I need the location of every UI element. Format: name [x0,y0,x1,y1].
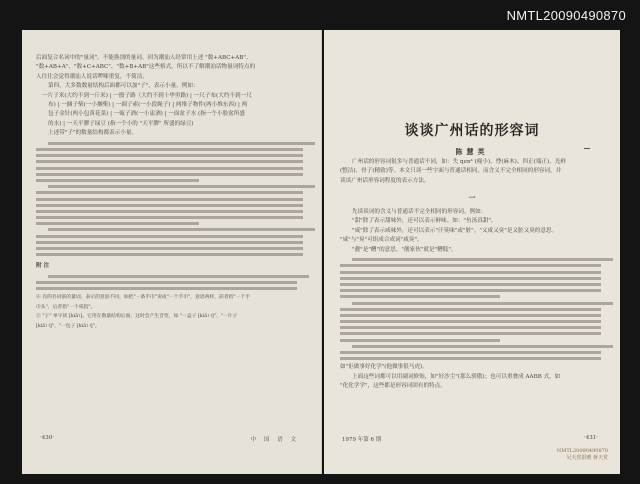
illegible-text-line [352,302,613,305]
text-line: 先谈谈词的含义与普通话不完全相同的形容词。例如： [352,209,487,215]
page-number: ·431· [584,435,598,441]
illegible-text-line [36,222,199,225]
stamp-line: NMTL20090490870 [556,448,608,454]
illegible-text-line [48,228,315,231]
illegible-text-line [36,241,303,244]
illegible-text-line [352,345,613,348]
illegible-text-line [340,289,601,292]
illegible-text-line [36,216,303,219]
text-line: 后面复合名词中的"量词"，不能换别的量词。因为潮汕人经常用上述 "数+ABC+AB"、 [36,55,252,61]
illegible-text-line [340,277,601,280]
text-line: "数+AB+A"、"数+C+ABC"、"数+B+AB"这些格式，所以不了解潮汕话物量词特点的 [36,64,256,71]
illegible-text-line [340,339,500,342]
illegible-text-line [48,142,315,145]
note-line: 巾头"，后者指"一个戒指"。 [36,304,96,310]
journal-name: 中 国 语 文 [250,437,299,443]
illegible-text-line [36,160,303,163]
text-line: 上面这些词都可以用副词修饰，如"好沙尘"(那么骄傲)；也可以重叠成 AABB 式，如 [352,373,561,380]
illegible-text-line [36,253,303,256]
handwritten-archive-stamp [557,448,608,462]
article-intro [340,158,606,186]
article-author: 陈慧英 [455,147,489,156]
text-line: "甜"除了表示甜味外，还可以表示鲜味。如："鱼汤真甜"。 [352,218,497,225]
stamp-line: 吴天赏捐赠 蒋天赏 [566,455,608,461]
text-line: 如"佢做事好化学"(他做事很马虎)。 [340,364,428,371]
illegible-text-line [36,179,199,182]
illegible-text-line [36,287,297,290]
text-line: "靓"是"糟"的意思。"靓家伙"就是"糟糕"。 [352,246,457,253]
illegible-text-line [36,191,303,194]
illegible-text-line [340,357,601,360]
illegible-text-line [36,281,297,284]
text-line: 上述带"子"的数量结构都表示小量。 [48,130,138,137]
text-line: "化化学学"，这些都是形容词固有的特点。 [340,383,446,390]
text-line: 人往往会觉得潮汕人说话啰嗦重复，不简洁。 [36,73,148,80]
illegible-text-line [36,247,303,250]
illegible-text-line [340,314,601,317]
illegible-text-line [340,295,500,298]
left-page [22,30,322,474]
right-page [324,30,620,474]
illegible-text-line [340,308,601,311]
illegible-text-line [36,210,303,213]
left-body-text [36,54,308,331]
page-number: ·430· [40,435,54,441]
illegible-text-line [36,198,303,201]
illegible-text-line [340,283,601,286]
illegible-text-line [352,258,613,261]
text-line: 广州话的形容词很多与普通话不同，如：失 qen⁴ (瘦小)、悸(麻木)、四正(端正)、光鲜 [352,159,566,165]
decorative-dash [584,148,590,149]
note-line: ④ 有的名词前的量词，表示的意思不同，如把"一条手巾"说成"一个手巾"，意思两样，前者指"一个手 [36,295,251,301]
notes-heading: 附 注 [36,263,50,270]
illegible-text-line [36,235,303,238]
text-line: 包子金针(两小包黄花菜) | 一瓯子酒(一小盅酒) | 一面盆子水 (指一个小脸盆所盛 [48,111,245,118]
text-line: "咸"与"臭"可组成合成词"咸臭"。 [340,237,423,244]
text-line: (整洁)、骨子(精致)等。本文只谈一些字面与普通话相同，而含义不完全相同的形容词，并 [340,168,562,175]
illegible-text-line [48,185,315,188]
text-line: 第四，大多数数量结构后面都可以加"子"，表示小量。例如： [48,83,199,90]
illegible-text-line [36,154,303,157]
note-line: ⑤ "子" 单字读 [kiã˥]。它用在数量结构后面，这时会产生音变，如 "一盒子 [kiã˥˧]"、"一片子 [36,314,238,320]
illegible-text-line [340,332,601,335]
illegible-text-line [36,173,303,176]
text-line: 布) | 一捆子柴(一小捆柴) | 一圆子索(一小段绳子) | 两堆子物件(两小堆东西) | 两 [48,102,248,109]
note-line: [kiã˥˧]"、"一包子 [kiã˥˧]"。 [36,323,100,329]
section-number: 一 [468,193,476,202]
illegible-text-line [36,167,303,170]
illegible-text-line [340,326,601,329]
illegible-text-line [48,275,309,278]
archive-id: NMTL20090490870 [506,8,626,23]
illegible-text-line [340,351,601,354]
text-line: 一片子米(大约不到一斤米) | 一骰子路（大约不到十华里路) | 一尺子布(大约不到一尺 [42,92,252,99]
text-line: "咸"除了表示咸味外，还可以表示"汗臭味"或"脏"。"又咸又臭"是又脏又臭的意思。 [352,227,558,234]
illegible-text-line [340,264,601,267]
right-body-text [340,208,606,392]
article-title: 谈谈广州话的形容词 [404,123,540,139]
text-line: 的水) | 一天平膠子绿豆 (指一个小的 "天平膠" 所盛的绿豆) [48,120,194,127]
issue-label: 1979 年第 6 期 [342,437,382,443]
illegible-text-line [340,271,601,274]
text-line: 谈谈广州话形容词程度的表示方法。 [340,177,430,184]
illegible-text-line [36,204,303,207]
illegible-text-line [36,148,303,151]
illegible-text-line [340,320,601,323]
